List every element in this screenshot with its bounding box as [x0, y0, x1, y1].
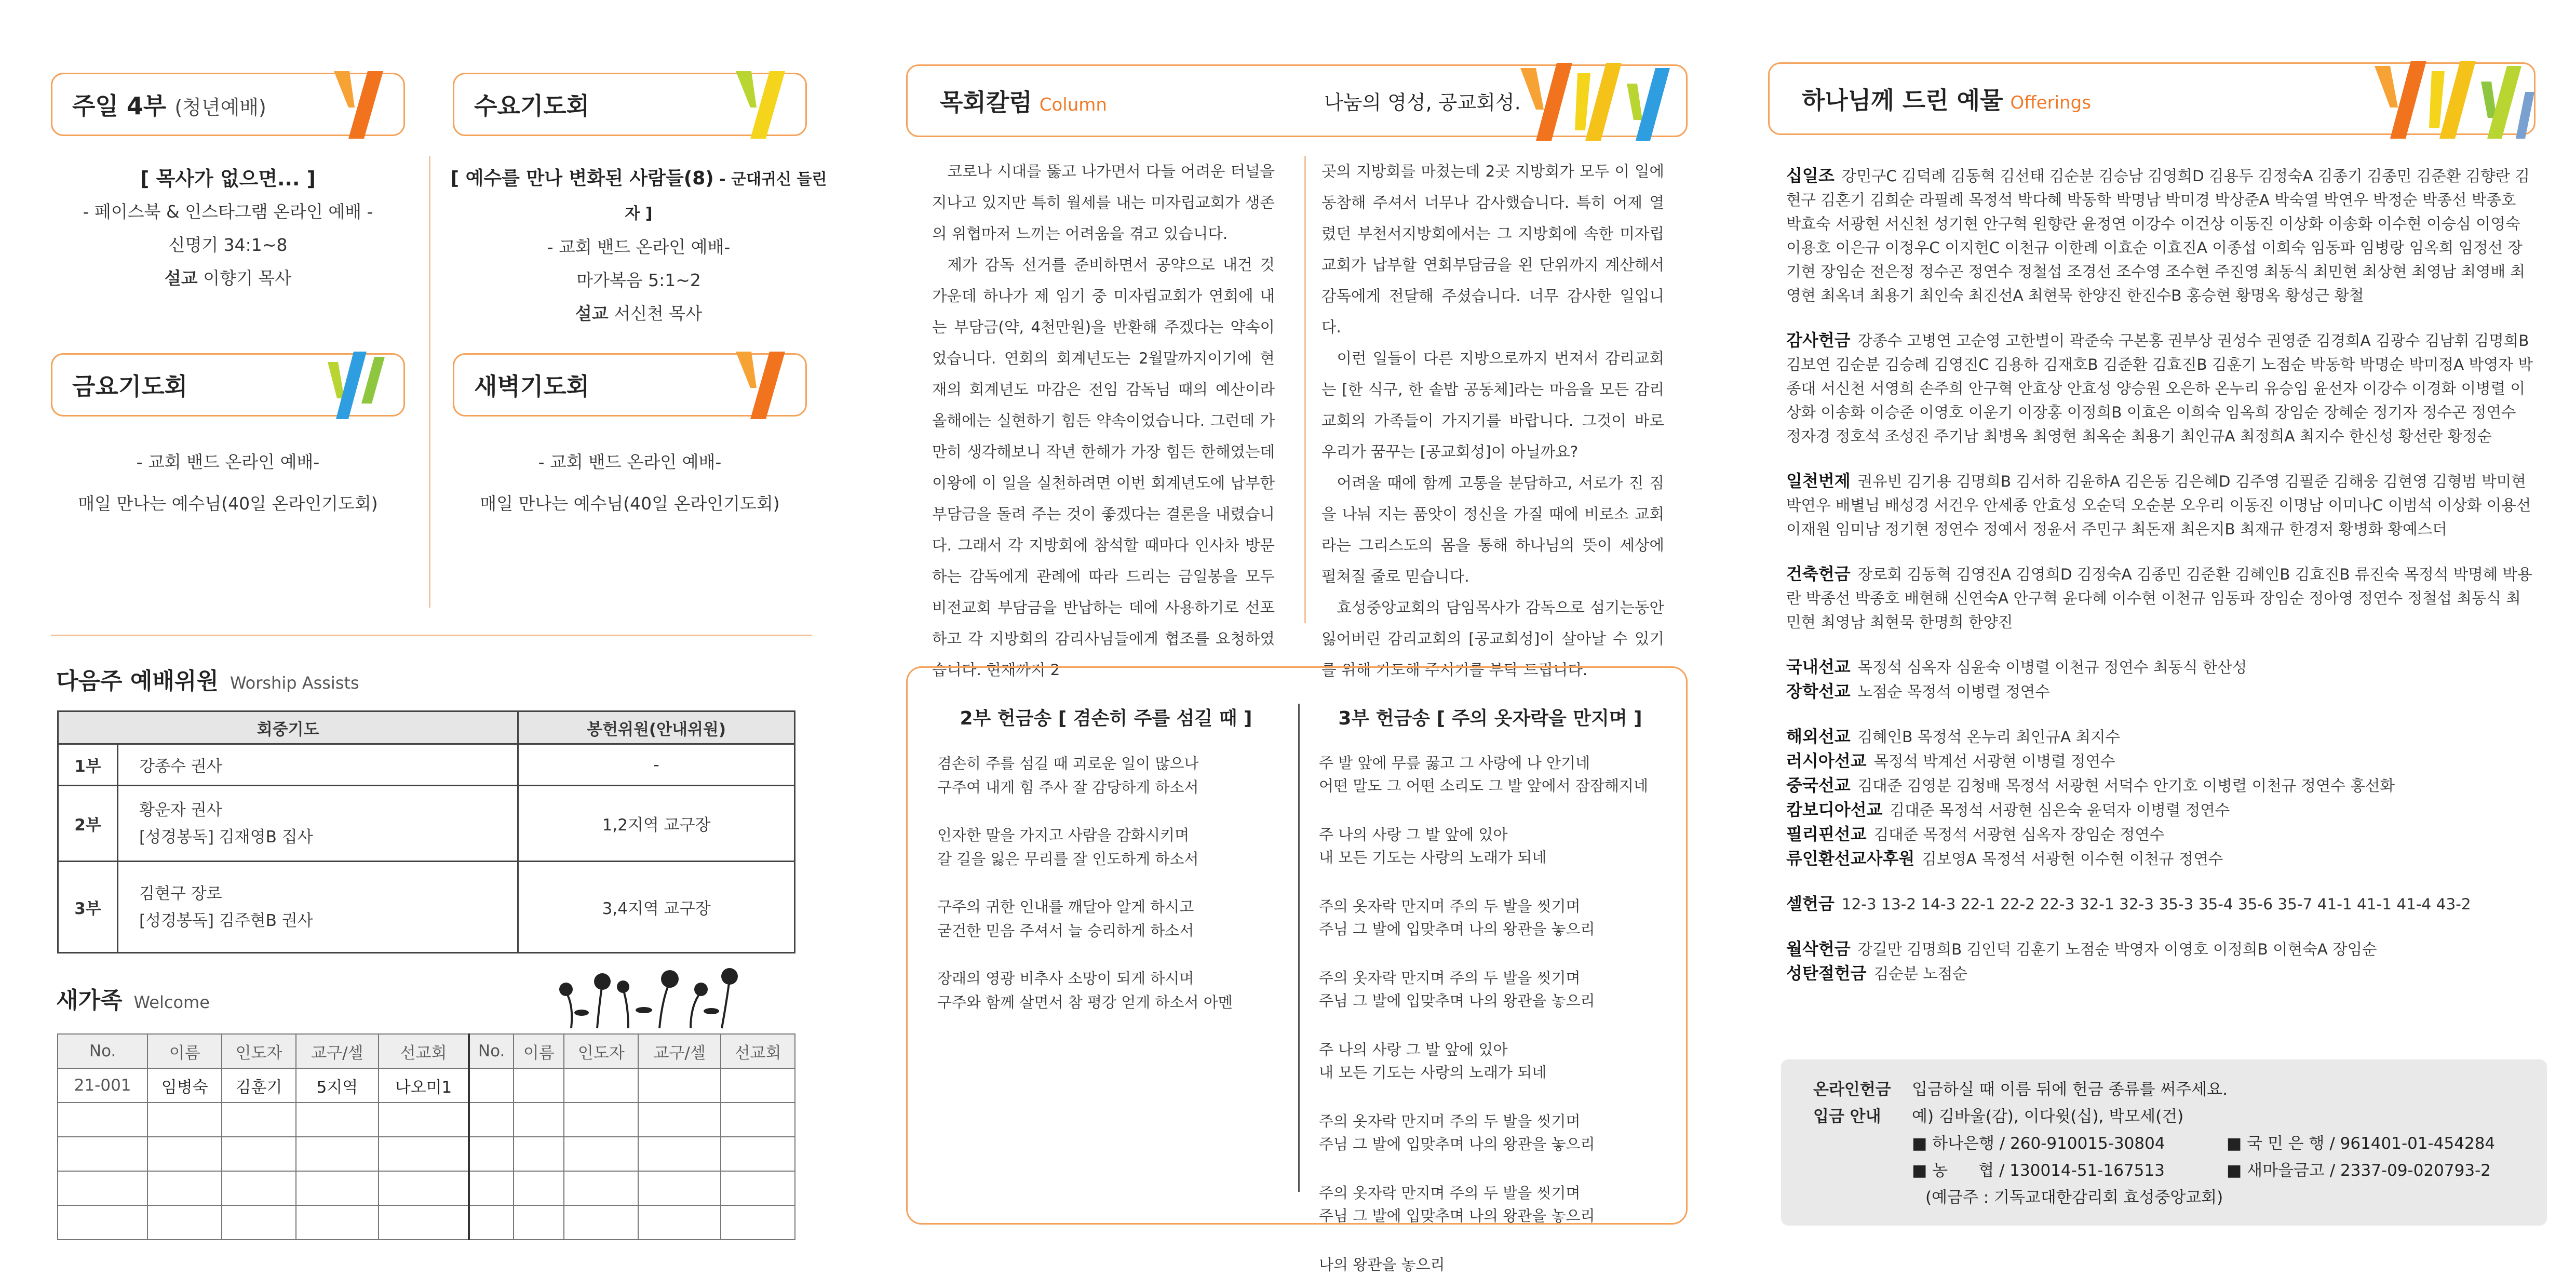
stripe-logo-icon: [1515, 63, 1687, 141]
assists-title: 다음주 예배위원 Worship Assists: [56, 668, 359, 694]
wednesday-title-box: [453, 73, 807, 136]
sunday-title: 주일 4부 (청년예배): [72, 92, 266, 120]
flowers-illustration-icon: [550, 963, 768, 1031]
list-item: 월삭헌금 강길만 김명희B 김인덕 김훈기 노점순 박영자 이영호 이정희B 이현숙A 장임순: [1786, 939, 2377, 959]
account-kb: ■ 국 민 은 행 / 961401-01-454284: [2227, 1134, 2496, 1153]
sunday-title-box: [51, 73, 405, 136]
stripe-logo-icon: [725, 71, 793, 139]
list-item: 필리핀선교 김대준 목정석 서광현 심옥자 장임순 정연수: [1786, 824, 2165, 844]
sunday-scripture: 신명기 34:1~8: [168, 235, 288, 255]
column-right-text: 곳의 지방회를 마쳤는데 2곳 지방회가 모두 이 일에 동참해 주셔서 너무나 감사했습니다. 특히 어제 열렸던 부천서지방회에서는 그 지방회에 속한 미자립교회가 납부할 연회부담금을 왼 단위까지 계산해서 감독에게 전달해 주셨습니다. 너무 감사한 일입니다. 이런 일들이 다른 지방으로까지 번져서 감리교회는 [한 식구, 한 솥밥 공동체]라는 마음을 모든 감리교회의 가족들이 가지기를 바랍니다. 그것이 바로 우리가 꿈꾸는 [공교회성]이 아닐까요? 어려울 때에 함께 고통을 분담하고, 서로가 진 짐을 나눠 지는 품앗이 정신을 가질 때에 비로소 교회라는 그리스도의 몸을 통해 하나님의 뜻이 세상에 펼쳐질 줄로 믿습니다. 효성중앙교회의 담임목사가 감독으로 섬기는동안 잃어버린 감리교회의 [공교회성]이 살아날 수 있기를 위해 기도해 주시기를 부탁 드립니다.: [1321, 163, 1664, 679]
guide-label: 입금 안내: [1813, 1107, 1881, 1126]
sunday-content: [51, 162, 405, 295]
header-prayer: 회중기도: [58, 711, 518, 744]
list-item: 셀헌금 12-3 13-2 14-3 22-1 22-2 22-3 32-1 32-3 35-3 35-4 35-6 35-7 41-1 41-1 41-4 43-2: [1786, 894, 2471, 914]
table-row: 2부 황운자 권사 [성경봉독] 김재영B 집사 1,2지역 교구장: [58, 786, 795, 862]
friday-online: - 교회 밴드 온라인 예배-: [136, 452, 320, 472]
list-item: 건축헌금 장로회 김동혁 김영진A 김영희D 김정숙A 김종민 김준환 김혜인B 김효진B 류진숙 목정석 박명혜 박용란 박종선 박종호 배현해 신연숙A 안구혁 윤다혜 이수현 이천규 임동파 장임순 정아영 정연수 정철섭 최동식 최민현 최영남 최현묵 한명희 한양진: [1786, 564, 2532, 631]
list-item: 국내선교 목정석 심옥자 심윤숙 이병렬 이천규 정연수 최동식 한산성: [1786, 657, 2247, 677]
dawn-content: [453, 441, 807, 525]
sunday-online: - 페이스북 & 인스타그램 온라인 예배 -: [83, 202, 373, 222]
offerings-title-box: [1768, 62, 2535, 135]
stripe-logo-icon: [317, 352, 395, 419]
divider: [51, 635, 812, 636]
list-item: 중국선교 김대준 김영분 김청배 목정석 서광현 서덕수 안기호 이병렬 이천규 정연수 홍선화: [1786, 775, 2395, 795]
list-item: 십일조 강민구C 김덕례 김동혁 김선태 김순분 김승남 김영희D 김용두 김정숙A 김종기 김종민 김준환 김향란 김현구 김혼기 김희순 라필례 목정석 박다혜 박동학 박명남 박미경 박상준A 박숙열 박연우 박정순 박종선 박종호 박효숙 서광현 서신천 성기현 안구혁 원향란 윤정연 이강수 이건상 이동진 이상화 이송화 이수현 이승심 이영숙 이용호 이은규 이정우C 이지헌C 이천규 이한례 이효순 이효진A 이종섭 이희숙 임동파 임병랑 임옥희 임정선 장기현 장임순 전은정 정수곤 정연수 정철섭 조경선 조수영 조수현 주진영 최동식 최민현 최상현 최영남 최영배 최영현 최옥녀 최용기 최인숙 최진선A 최현묵 한양진 한진수B 홍승현 황명옥 황성근 황철: [1786, 166, 2530, 304]
friday-title: 금요기도회: [72, 372, 188, 400]
column-left-text: 코로나 시대를 뚫고 나가면서 다들 어려운 터널을 지나고 있지만 특히 월세를 내는 미자립교회가 생존의 위협마저 느끼는 어려움을 겪고 있습니다. 제가 감독 선거를 준비하면서 공약으로 내건 것 가운데 하나가 제 임기 중 미자립교회가 연회에 내는 부담금(약, 4천만원)을 반환해 주겠다는 약속이었습니다. 연회의 회계년도는 2월말까지이기에 현재의 회계년도 마감은 전임 감독님 때의 예산이라 올해에는 실현하기 힘든 약속이었습니다. 그런데 가만히 생각해보니 작년 한해가 가장 힘든 한해였는데 이왕에 이 일을 실천하려면 이번 회계년도에 납부한 부담금을 돌려 주는 것이 좋겠다는 결론을 내렸습니다. 그래서 각 지방회에 참석할 때마다 인사차 방문하는 감독에게 관례에 따라 드리는 금일봉을 모두 비전교회 부담금을 반납하는 데에 사용하기로 선포하고 각 지방회의 감리사님들에게 협조를 요청하였습니다. 현재까지 2: [932, 163, 1275, 679]
table-row: [58, 1171, 795, 1205]
header-usher: 봉헌위원(안내위원): [518, 711, 795, 744]
column-title: 목회칼럼 Column: [940, 88, 1107, 116]
list-item: 해외선교 김혜인B 목정석 온누리 최인규A 최지수: [1786, 727, 2121, 746]
table-row: [58, 1137, 795, 1171]
divider: [429, 156, 430, 608]
deposit-example: 예) 김바울(감), 이다윗(십), 박모세(건): [1912, 1107, 2184, 1126]
hymn-right-title: 3부 헌금송 [ 주의 옷자락을 만지며 ]: [1338, 708, 1642, 729]
dawn-title: 새벽기도회: [474, 372, 590, 400]
dawn-title-box: [453, 353, 807, 417]
column-title-box: [906, 64, 1688, 137]
wednesday-heading: [ 예수를 만나 변화된 사람들(8) - 군대귀신 들린 자 ]: [450, 168, 827, 223]
list-item: 러시아선교 목정석 박계선 서광현 이병렬 정연수: [1786, 751, 2115, 771]
hymn-left-title: 2부 헌금송 [ 겸손히 주를 섬길 때 ]: [960, 708, 1252, 729]
stripe-logo-icon: [2369, 61, 2535, 139]
assists-table: [57, 710, 795, 953]
list-item: 류인환선교사후원 김보영A 목정석 서광현 이수현 이천규 정연수: [1786, 849, 2223, 868]
account-holder: (예금주 : 기독교대한감리회 효성중앙교회): [1925, 1188, 2223, 1207]
account-nh: ■ 농 협 / 130014-51-167513: [1912, 1161, 2165, 1180]
table-row: 3부 김현구 장로 [성경봉독] 김주현B 권사 3,4지역 교구장: [58, 862, 795, 953]
list-item: 일천번제 권유빈 김기용 김명희B 김서하 김윤하A 김은동 김은혜D 김주영 김필준 김해웅 김현영 김형범 박미현 박연우 배별님 배성경 서건우 안세종 안효성 오순덕 오순분 오우리 이동진 이명남 이미나C 이범석 이상화 이용선 이재원 임미남 정기현 정연수 정예서 정윤서 주민구 최돈재 최은지B 최재규 한경저 황병화 황예스더: [1786, 471, 2531, 538]
sunday-heading: [ 목사가 없으면... ]: [140, 167, 316, 190]
friday-title-box: [51, 353, 405, 417]
dawn-online: - 교회 밴드 온라인 예배-: [538, 452, 722, 472]
account-mg: ■ 새마을금고 / 2337-09-020793-2: [2227, 1161, 2491, 1180]
account-hana: ■ 하나은행 / 260-910015-30804: [1912, 1134, 2165, 1153]
dawn-program: 매일 만나는 예수님(40일 온라인기도회): [480, 493, 780, 514]
list-item: 감사헌금 강종수 고병연 고순영 고한별이 곽준숙 구본홍 권부상 권성수 권영준 김경희A 김광수 김남휘 김명희B 김보연 김순분 김승례 김영진C 김용하 김재호B 김준환 김효진B 김훈기 노점순 박동학 박명순 박미정A 박영자 박종대 서신천 서영희 손주희 안구혁 안효상 안효성 양승원 오은하 온누리 유승임 윤선자 이강수 이경화 이병렬 이상화 이송화 이승준 이영호 이운기 이장홍 이정희B 이효은 이희숙 임옥희 장임순 장혜순 정기자 정수곤 정연수 정자경 정호석 조성진 주기남 최병옥 최영현 최옥순 최용기 최인규A 최정희A 최지수 한신성 황선란 황정순: [1786, 330, 2533, 445]
column-subtitle: 나눔의 영성, 공교회성.: [1324, 91, 1521, 114]
table-row: 21-001 임병숙 김훈기 5지역 나오미1: [58, 1068, 795, 1103]
offerings-title: 하나님께 드린 예물 Offerings: [1802, 86, 2091, 114]
divider: [1298, 704, 1300, 1192]
newcomers-table: [57, 1033, 795, 1240]
table-row: [58, 1103, 795, 1137]
table-header: No. 이름 인도자 교구/셀 선교회 No. 이름 인도자 교구/셀 선교회: [58, 1034, 795, 1068]
table-row: [58, 1205, 795, 1240]
newcomers-title: 새가족 Welcome: [56, 987, 210, 1014]
sunday-preacher: 설교 이향기 목사: [164, 268, 292, 288]
wednesday-online: - 교회 밴드 온라인 예배-: [547, 237, 731, 257]
list-item: 캄보디아선교 김대준 목정석 서광현 심은숙 윤덕자 이병렬 정연수: [1786, 800, 2230, 820]
list-item: 장학선교 노점순 목정석 이병렬 정연수: [1786, 681, 2050, 701]
stripe-logo-icon: [725, 352, 793, 419]
wednesday-preacher: 설교 서신천 목사: [575, 303, 703, 324]
stripe-logo-icon: [323, 71, 391, 139]
wednesday-title: 수요기도회: [474, 92, 590, 120]
online-label: 온라인헌금: [1813, 1080, 1891, 1099]
friday-content: [51, 441, 405, 525]
table-row: 1부 강종수 권사 -: [58, 744, 795, 786]
hymn-right-lyrics: 주 발 앞에 무릎 꿇고 그 사랑에 나 안기네 어떤 말도 그 어떤 소리도 그 발 앞에서 잠잠해지네 주 나의 사랑 그 발 앞에 있아 내 모든 기도는 사랑의 노래가 되네 주의 옷자락 만지며 주의 두 발을 씻기며 주님 그 발에 입맞추며 나의 왕관을 놓으리 주의 옷자락 만지며 주의 두 발을 씻기며 주님 그 발에 입맞추며 나의 왕관을 놓으리 주 나의 사랑 그 발 앞에 있아 내 모든 기도는 사랑의 노래가 되네 주의 옷자락 만지며 주의 두 발을 씻기며 주님 그 발에 입맞추며 나의 왕관을 놓으리 주의 옷자락 만지며 주의 두 발을 씻기며 주님 그 발에 입맞추며 나의 왕관을 놓으리 나의 왕관을 놓으리: [1319, 754, 1649, 1273]
online-text: 입금하실 때 이름 뒤에 헌금 종류를 써주세요.: [1912, 1080, 2228, 1099]
bank-info-panel: [1781, 1059, 2547, 1226]
wednesday-content: [447, 162, 831, 330]
wednesday-scripture: 마가복음 5:1~2: [576, 270, 701, 290]
friday-program: 매일 만나는 예수님(40일 온라인기도회): [78, 493, 378, 514]
list-item: 성탄절헌금 김순분 노점순: [1786, 963, 1967, 983]
divider: [1304, 156, 1306, 623]
offerings-list: [1786, 164, 2534, 1006]
hymn-left-lyrics: 겸손히 주를 섬길 때 괴로운 일이 많으나 구주여 내게 힘 주사 잘 감당하게 하소서 인자한 말을 가지고 사람을 감화시키며 갈 길을 잃은 무리를 잘 인도하게 하소서 구주의 귀한 인내를 깨달아 알게 하시고 굳건한 믿음 주셔서 늘 승리하게 하소서 장래의 영광 비추사 소망이 되게 하시며 구주와 함께 살면서 참 평강 얻게 하소서 아멘: [937, 755, 1233, 1011]
